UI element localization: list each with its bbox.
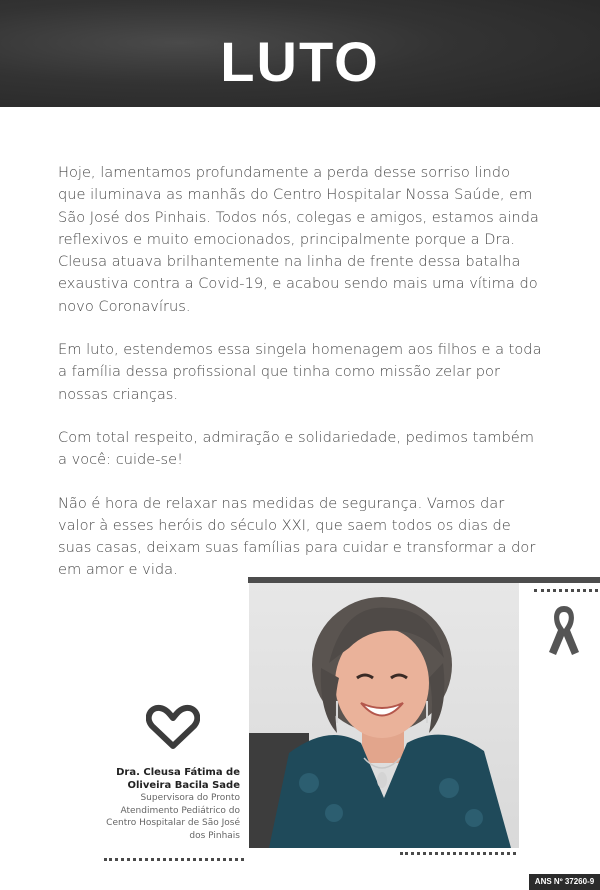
paragraph: Com total respeito, admiração e solidariedade, pedimos também a você: cuide-se!	[58, 428, 534, 469]
paragraph: Não é hora de relaxar nas medidas de segurança. Vamos dar valor à esses heróis do século XXI, que saem todos os dias de suas casas, deixam suas famílias para cuidar e transformar a dor em amor e vida.	[58, 494, 536, 579]
portrait-illustration	[249, 583, 519, 848]
header-banner	[0, 0, 600, 107]
heart-logo-icon	[146, 704, 200, 750]
paragraph: Hoje, lamentamos profundamente a perda desse sorriso lindo que iluminava as manhãs do Centro Hospitalar Nossa Saúde, em São José dos Pinhais. Todos nós, colegas e amigos, estamos ainda reflexivos e muito emocionados, principalmente porque a Dra. Cleusa atuava brilhantemente na linha de frente dessa batalha exaustiva contra a Covid-19, e acabou sendo mais uma vítima do novo Coronavírus.	[58, 164, 539, 315]
dotted-divider	[104, 858, 244, 864]
caption-role: Supervisora do Pronto Atendimento Pediátrico do Centro Hospitalar de São José dos Pinhais	[106, 793, 240, 841]
page-title: LUTO	[220, 30, 380, 93]
mourning-ribbon-icon	[546, 602, 582, 658]
dotted-divider	[400, 852, 516, 858]
ans-badge: ANS Nº 37260-9	[529, 874, 600, 890]
photo-caption	[88, 766, 240, 842]
portrait-photo	[249, 583, 519, 848]
paragraph: Em luto, estendemos essa singela homenagem aos filhos e a toda a família dessa profissional que tinha como missão zelar por nossas crianças.	[58, 341, 542, 403]
dotted-divider	[534, 589, 598, 595]
caption-name: Dra. Cleusa Fátima de Oliveira Bacila Sade	[116, 767, 240, 791]
tribute-text	[58, 162, 542, 603]
